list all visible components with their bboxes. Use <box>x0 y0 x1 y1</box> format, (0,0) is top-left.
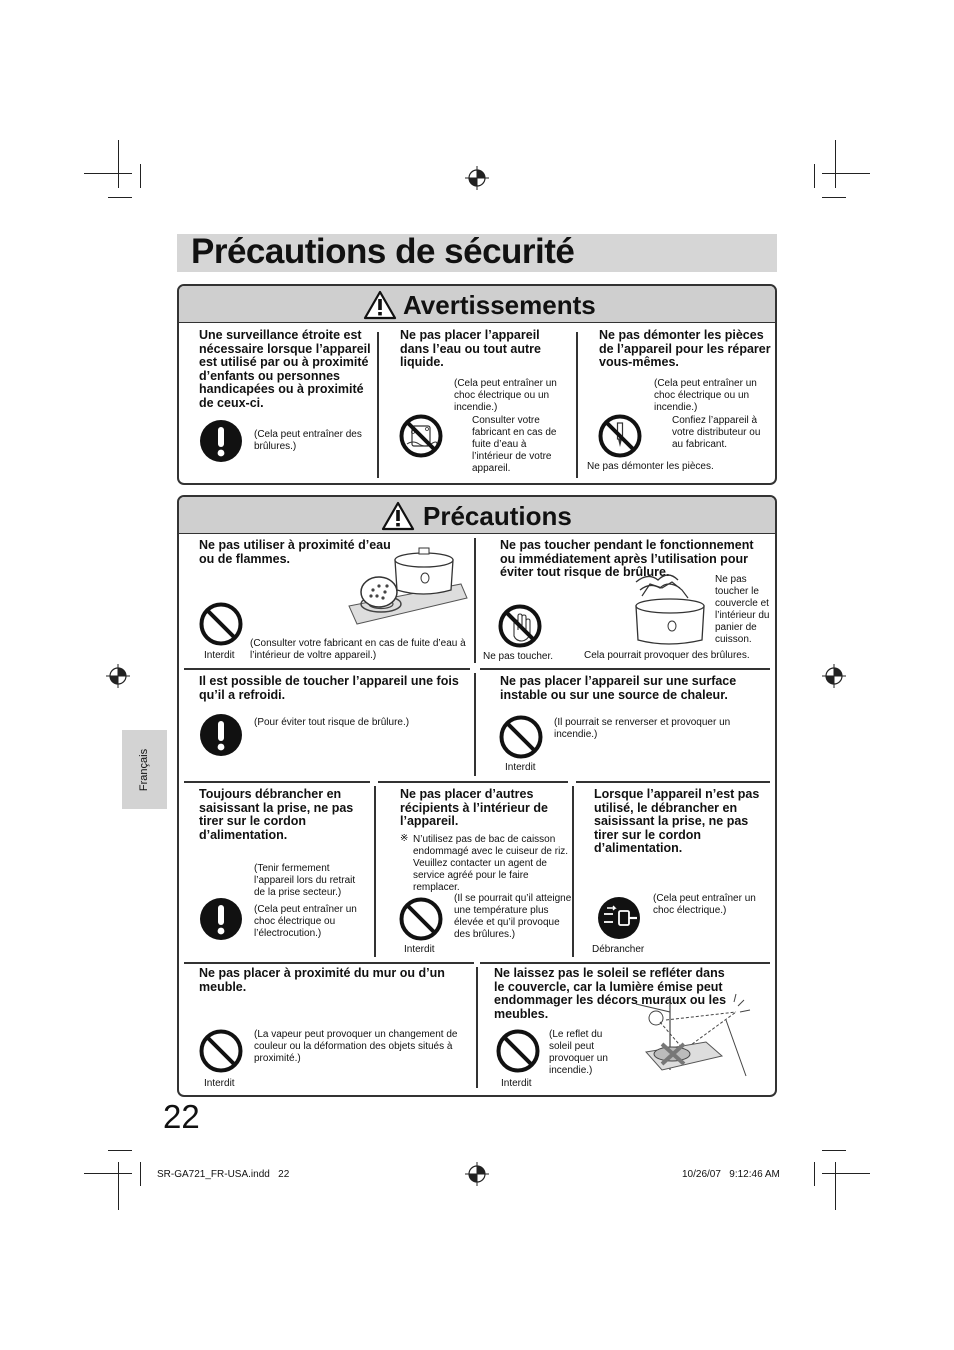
row-divider <box>184 962 474 964</box>
precaution-note: (La vapeur peut provoquer un changement de couleur ou la déformation des objets situés à proximité.) <box>254 1029 458 1064</box>
warning-triangle-icon <box>363 290 397 320</box>
divider <box>374 786 376 957</box>
unplug-icon <box>597 896 641 940</box>
row-divider <box>576 781 770 783</box>
divider <box>474 673 476 776</box>
warnings-title: Avertissements <box>403 290 596 320</box>
precaution-note: (Cela peut entraîner un choc électrique.) <box>653 893 756 916</box>
precaution-heading: Ne pas toucher pendant le fonctionnement ou immédiatement après l’utilisation pour éviter tout risque de brûlure. <box>500 538 754 580</box>
language-tab <box>122 730 167 809</box>
precaution-heading: Lorsque l’appareil n’est pas utilisé, le débrancher en saisissant la prise, ne pas tirer sur le cordon d’alimentation. <box>594 787 760 856</box>
precaution-heading: Il est possible de toucher l’appareil une fois qu’il a refroidi. <box>199 674 459 702</box>
prohibit-icon <box>199 602 243 646</box>
precaution-note-2: (Cela peut entraîner un choc électrique ou l’électrocution.) <box>254 904 357 939</box>
crop-mark <box>108 197 132 198</box>
registration-mark-icon <box>106 664 130 688</box>
precaution-heading: Ne laissez pas le soleil se refléter dans le couvercle, car la lumière émise peut endommager les décors muraux ou les meubles. <box>494 966 727 1021</box>
footer-timestamp: 10/26/07 9:12:46 AM <box>682 1169 780 1180</box>
prohibit-icon <box>499 715 543 759</box>
row-divider <box>184 668 470 670</box>
crop-mark <box>108 1150 132 1151</box>
footer-file-info: SR-GA721_FR-USA.indd 22 <box>157 1169 290 1180</box>
precaution-bullet: N’utilisez pas de bac de caisson endommagé avec le cuiseur de riz. Veuillez contacter un agent de service agréé pour le faire remplacer. <box>413 834 569 893</box>
divider <box>576 332 578 478</box>
no-disassemble-icon <box>598 414 642 458</box>
precaution-note: (Pour éviter tout risque de brûlure.) <box>254 717 410 728</box>
mandatory-icon <box>199 897 243 941</box>
divider <box>572 786 574 957</box>
crop-mark <box>814 164 815 188</box>
warning-heading: Une surveillance étroite est nécessaire lorsque l’appareil est utilisé par ou à proximité d’enfants ou personnes handicapées ou à proximité de ceux-ci. <box>199 328 371 410</box>
precaution-note: (Tenir fermement l’appareil lors du retrait de la prise secteur.) <box>254 863 356 898</box>
sunlight-reflection-illustration <box>626 990 770 1080</box>
precaution-note: Cela pourrait provoquer des brûlures. <box>584 650 750 661</box>
prohibit-icon <box>496 1029 540 1073</box>
crop-mark <box>835 140 836 188</box>
crop-mark <box>118 1162 119 1210</box>
warning-note: (Cela peut entraîner des brûlures.) <box>254 429 362 452</box>
crop-mark <box>822 1173 870 1174</box>
crop-mark <box>835 1162 836 1210</box>
precaution-caption: Interdit <box>404 944 435 955</box>
precaution-caption: Interdit <box>204 650 235 661</box>
page-title: Précautions de sécurité <box>191 232 575 271</box>
crop-mark <box>140 164 141 188</box>
divider <box>377 332 379 478</box>
warning-note: (Cela peut entraîner un choc électrique ou un incendie.) <box>654 378 757 413</box>
registration-mark-icon <box>465 166 489 190</box>
warning-note-2: Consulter votre fabricant en cas de fuite d’eau à l’intérieur de votre appareil. <box>472 415 557 474</box>
precaution-caption: Débrancher <box>592 944 645 955</box>
precaution-heading: Toujours débrancher en saisissant la prise, ne pas tirer sur le cordon d’alimentation. <box>199 787 354 842</box>
registration-mark-icon <box>822 664 846 688</box>
precaution-heading: Ne pas placer à proximité du mur ou d’un meuble. <box>199 966 445 994</box>
warning-heading: Ne pas démonter les pièces de l’appareil pour les réparer vous-mêmes. <box>599 328 771 370</box>
precaution-heading: Ne pas placer d’autres récipients à l’intérieur de l’appareil. <box>400 787 548 829</box>
precaution-side-note: Ne pas toucher le couvercle et l’intérieur du panier de cuisson. <box>715 574 770 645</box>
warning-note-2: Confiez l’appareil à votre distributeur ou au fabricant. <box>672 415 761 450</box>
page-title-bar <box>177 234 777 272</box>
bullet-mark: ※ <box>400 833 409 844</box>
precaution-note: (Consulter votre fabricant en cas de fuite d’eau à l’intérieur de voltre appareil.) <box>250 638 466 661</box>
precaution-caption: Interdit <box>501 1078 532 1089</box>
crop-mark <box>822 197 846 198</box>
divider <box>474 538 476 663</box>
warning-triangle-icon <box>381 501 415 531</box>
precautions-header <box>179 497 775 534</box>
crop-mark <box>822 173 870 174</box>
precaution-note: (Le reflet du soleil peut provoquer un incendie.) <box>549 1029 608 1076</box>
page-number: 22 <box>163 1098 200 1135</box>
crop-mark <box>814 1162 815 1186</box>
crop-mark <box>140 1162 141 1186</box>
warning-heading: Ne pas placer l’appareil dans l’eau ou tout autre liquide. <box>400 328 541 370</box>
precaution-heading: Ne pas placer l’appareil sur une surface instable ou sur une source de chaleur. <box>500 674 737 702</box>
divider <box>476 967 478 1088</box>
cooker-on-stove-illustration <box>343 540 469 634</box>
precautions-title: Précautions <box>423 501 572 531</box>
row-divider <box>378 781 568 783</box>
precaution-caption: Interdit <box>505 762 536 773</box>
precaution-note: (Il pourrait se renverser et provoquer un incendie.) <box>554 717 731 740</box>
no-water-icon <box>399 414 443 458</box>
crop-mark <box>84 173 132 174</box>
precaution-heading: Ne pas utiliser à proximité d’eau ou de flammes. <box>199 538 391 566</box>
mandatory-icon <box>199 713 243 757</box>
registration-mark-icon <box>465 1162 489 1186</box>
row-divider <box>184 781 370 783</box>
language-tab-label: Français <box>138 748 150 792</box>
row-divider <box>480 668 770 670</box>
prohibit-icon <box>199 1029 243 1073</box>
precaution-note: (Il se pourrait qu’il atteigne une température plus élevée et qu’il provoque des brûlures.) <box>454 893 572 940</box>
crop-mark <box>84 1173 132 1174</box>
mandatory-icon <box>199 419 243 463</box>
precaution-caption: Interdit <box>204 1078 235 1089</box>
warning-caption: Ne pas démonter les pièces. <box>587 461 714 472</box>
warnings-header <box>179 286 775 323</box>
warning-note: (Cela peut entraîner un choc électrique ou un incendie.) <box>454 378 557 413</box>
hot-cooker-illustration <box>628 568 714 650</box>
row-divider <box>480 962 770 964</box>
crop-mark <box>822 1150 846 1151</box>
precaution-caption: Ne pas toucher. <box>483 651 554 662</box>
prohibit-icon <box>399 897 443 941</box>
no-touch-icon <box>498 604 542 648</box>
crop-mark <box>118 140 119 188</box>
